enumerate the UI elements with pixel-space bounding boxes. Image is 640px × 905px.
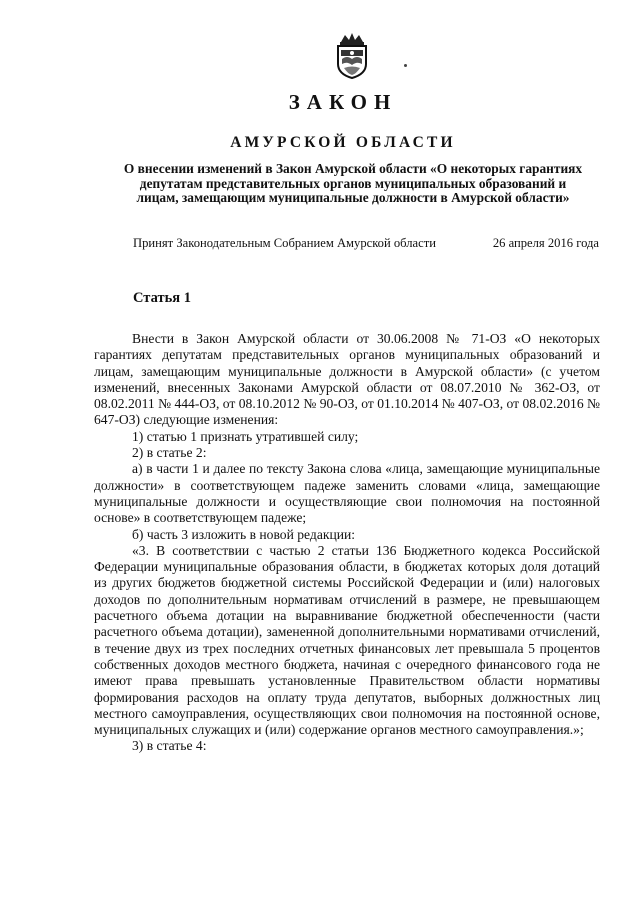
adoption-line [133,236,599,251]
paragraph-new-part-3: «3. В соответствии с частью 2 статьи 136 Бюджетного кодекса Российской Федерации муниципальные образования области, в бюджетах которых доля дотаций из других бюджетов бюджетной системы Российской Федерации и (или) налоговых доходов по дополнительным нормативам отчислений в размере, не превышающем расчетного объема дотации на выравнивание бюджетной обеспеченности (части расчетного объема дотации), замененной дополнительными нормативами отчислений, в течение двух из трех последних отчетных финансовых лет превышала 5 процентов собственных доходов местного бюджета, начиная с очередного финансового года не имеют права превышать установленные Правительством области нормативы формирования расходов на оплату труда депутатов, выборных должностных лиц местного самоуправления, осуществляющих свои полномочия на постоянной основе, муниципальных служащих и (или) содержание органов местного самоуправления.»; [94,542,600,738]
paragraph-intro: Внести в Закон Амурской области от 30.06.2008 № 71-ОЗ «О некоторых гарантиях депутатам представительных органов муниципальных образований и лицам, замещающим муниципальные должности в Амурской области» (с учетом изменений, внесенных Законами Амурской области от 08.07.2010 № 362-ОЗ, от 08.02.2011 № 444-ОЗ, от 08.10.2012 № 90-ОЗ, от 01.10.2014 № 407-ОЗ, от 08.02.2016 № 647-ОЗ) следующие изменения: [94,331,600,428]
coat-of-arms-icon [327,30,377,80]
law-title: ЗАКОН [288,90,398,114]
paragraph-item-2b: б) часть 3 изложить в новой редакции: [132,526,356,542]
adoption-date: 26 апреля 2016 года [492,236,599,250]
law-subject: О внесении изменений в Закон Амурской области «О некоторых гарантиях депутатам представительных органов муниципальных образований и лицам, замещающим муниципальные должности в Амурской области» [123,161,583,205]
scan-dot [404,64,407,67]
article-heading: Статья 1 [133,290,191,306]
paragraph-item-1: 1) статью 1 признать утратившей силу; [132,428,359,444]
region-title: АМУРСКОЙ ОБЛАСТИ [230,134,456,151]
article-body [94,331,600,755]
paragraph-item-3: 3) в статье 4: [132,738,207,754]
paragraph-item-2: 2) в статье 2: [132,445,207,461]
paragraph-item-2a: а) в части 1 и далее по тексту Закона слова «лица, замещающие муниципальные должности» в соответствующем падеже заменить словами «лица, замещающие муниципальные должности и осуществляющие свои полномочия на постоянной основе» в соответствующем падеже; [94,461,600,526]
adopted-by: Принят Законодательным Собранием Амурской области [133,236,436,250]
